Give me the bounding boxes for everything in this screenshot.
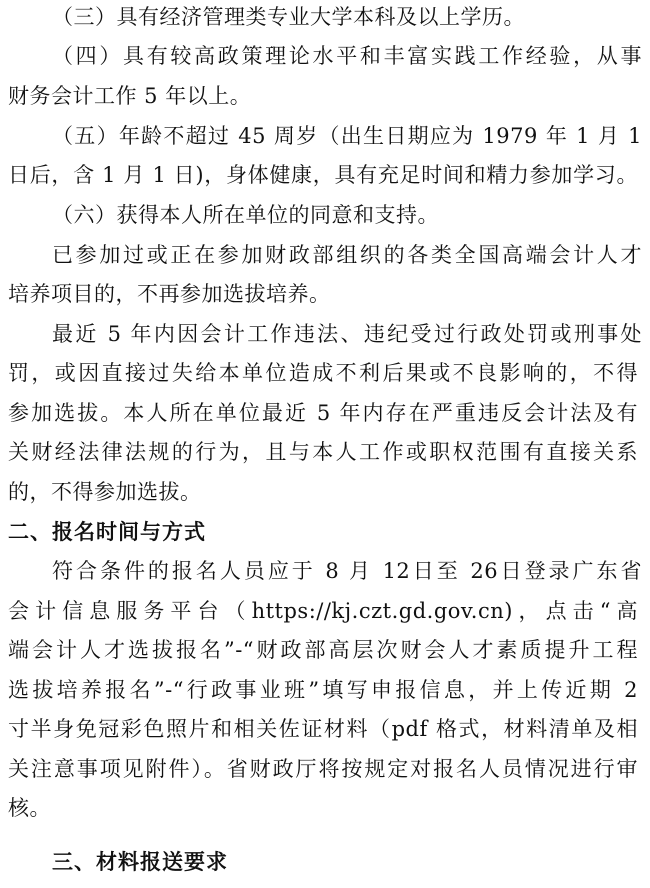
paragraph-line: 符合条件的报名人员应于 8 月 12日至 26日登录广东省: [52, 559, 642, 583]
paragraph-line: 核。: [8, 796, 51, 820]
paragraph-line: （六）获得本人所在单位的同意和支持。: [52, 203, 439, 227]
section-heading: 二、报名时间与方式: [8, 520, 206, 544]
paragraph-line: 选拔培养报名”-“行政事业班”填写申报信息，并上传近期 2: [8, 678, 638, 702]
paragraph-line: 日后，含 1 月 1 日)，身体健康，具有充足时间和精力参加学习。: [8, 163, 638, 187]
paragraph-line: 端会计人才选拔报名”-“财政部高层次财会人才素质提升工程: [8, 638, 638, 662]
paragraph-line: （五）年龄不超过 45 周岁（出生日期应为 1979 年 1 月 1: [52, 124, 642, 148]
paragraph-line: 的，不得参加选拔。: [8, 480, 202, 504]
paragraph-line: 已参加过或正在参加财政部组织的各类全国高端会计人才: [52, 243, 642, 267]
paragraph-line: 会计信息服务平台（https://kj.czt.gd.gov.cn)，点击“高: [8, 599, 638, 623]
paragraph-line: 关注意事项见附件）。省财政厅将按规定对报名人员情况进行审: [8, 757, 638, 781]
section-heading: 三、材料报送要求: [52, 850, 228, 874]
paragraph-line: 最近 5 年内因会计工作违法、违纪受过行政处罚或刑事处: [52, 322, 642, 346]
paragraph-line: 参加选拔。本人所在单位最近 5 年内存在严重违反会计法及有: [8, 401, 638, 425]
paragraph-line: 罚，或因直接过失给本单位造成不利后果或不良影响的，不得: [8, 361, 638, 385]
paragraph-line: （三）具有经济管理类专业大学本科及以上学历。: [52, 5, 525, 29]
paragraph-line: 寸半身免冠彩色照片和相关佐证材料（pdf 格式，材料清单及相: [8, 717, 638, 741]
paragraph-line: 财务会计工作 5 年以上。: [8, 84, 252, 108]
paragraph-line: （四）具有较高政策理论水平和丰富实践工作经验，从事: [52, 44, 642, 68]
paragraph-line: 关财经法律法规的行为，且与本人工作或职权范围有直接关系: [8, 440, 638, 464]
paragraph-line: 培养项目的，不再参加选拔培养。: [8, 282, 331, 306]
